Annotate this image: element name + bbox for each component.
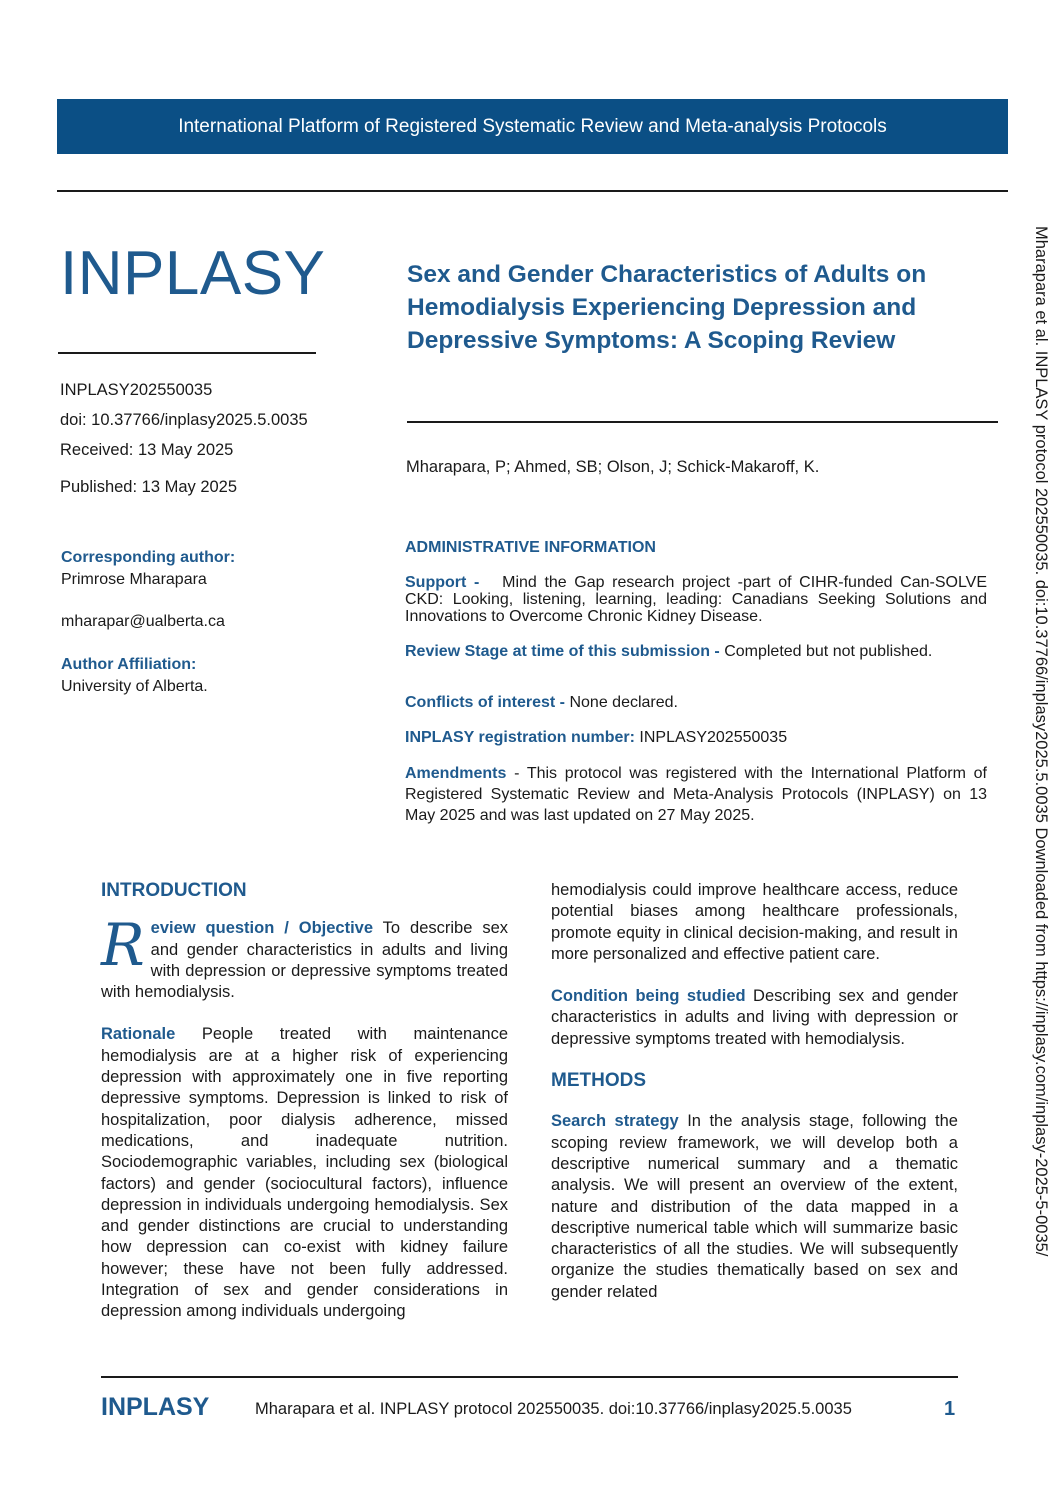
condition-text: Describing sex and gender characteristics in adults and living with depression or depressive symptoms treated with hemodialysis. [551, 987, 958, 1048]
amendments-label: Amendments [405, 765, 507, 782]
rationale-label: Rationale [101, 1025, 176, 1044]
support-label: Support - [405, 574, 480, 591]
search-strategy-label: Search strategy [551, 1112, 679, 1131]
doi-text: doi: 10.37766/inplasy2025.5.0035 [60, 411, 308, 429]
continued-paragraph: hemodialysis could improve healthcare access, reduce potential biases among healthcare professionals, promote equity in clinical decision-making, and result in more personalized and effective patient care. [551, 881, 958, 963]
page-number: 1 [944, 1398, 956, 1420]
top-divider [57, 190, 1008, 192]
published-date: Published: 13 May 2025 [60, 478, 238, 496]
author-list: Mharapara, P; Ahmed, SB; Olson, J; Schick-Makaroff, K. [406, 458, 820, 476]
conflicts-label: Conflicts of interest - [405, 694, 566, 711]
side-citation: Mharapara et al. INPLASY protocol 202550035. doi:10.37766/inplasy2025.5.0035 Downloaded from https://inplasy.com/inplasy-2025-5-0035/ [1032, 226, 1050, 1257]
support-text: Mind the Gap research project -part of CIHR-funded Can-SOLVE CKD: Looking, listening, learning, leading: Canadians Seeking Solutions and Innovations to Overcome Chronic Kidney Disease. [405, 574, 988, 625]
support-section [405, 574, 987, 625]
right-column [551, 880, 958, 1303]
logo-divider [58, 352, 316, 354]
admin-heading: ADMINISTRATIVE INFORMATION [405, 539, 656, 556]
conflicts-text: None declared. [569, 694, 678, 711]
introduction-heading: INTRODUCTION [101, 880, 247, 901]
footer-divider [101, 1376, 958, 1378]
conflicts-section [405, 694, 987, 711]
condition-label: Condition being studied [551, 987, 746, 1006]
title-divider [407, 421, 998, 423]
left-column [101, 880, 508, 1323]
review-question-label: eview question / Objective [150, 919, 374, 938]
affiliation-value: University of Alberta. [61, 678, 208, 695]
banner-text: International Platform of Registered Systematic Review and Meta-analysis Protocols [178, 115, 887, 137]
review-stage-text: Completed but not published. [724, 643, 933, 660]
amendments-section [405, 763, 987, 826]
review-stage-section [405, 643, 987, 660]
review-question-text: To describe sex and gender characteristics in adults and living with depression or depressive symptoms treated with hemodialysis. [101, 919, 508, 1002]
corresponding-label: Corresponding author: [61, 549, 236, 566]
rationale-paragraph [101, 1024, 508, 1322]
registration-section [405, 729, 987, 746]
corresponding-name: Primrose Mharapara [61, 571, 207, 588]
drop-cap: R [101, 911, 145, 980]
search-strategy-paragraph [551, 1111, 958, 1303]
header-banner [57, 99, 1008, 154]
footer-logo: INPLASY [101, 1393, 210, 1421]
review-question-paragraph [101, 911, 508, 1003]
rationale-text: People treated with maintenance hemodialysis are at a higher risk of experiencing depression with approximately one in five reporting depressive symptoms. Depression is linked to risk of hospitalization, poor dialysis adherence, missed medications, and inadequate nutrition. Sociodemographic variables, including sex (biological factors) and gender (sociocultural factors), influence depression in individuals undergoing hemodialysis. Sex and gender distinctions are crucial to understanding how depression can co-exist with kidney failure however; these have not been fully addressed. Integration of sex and gender considerations in depression among individuals undergoing [101, 1025, 508, 1321]
review-stage-label: Review Stage at time of this submission - [405, 643, 720, 660]
corresponding-email[interactable]: mharapar@ualberta.ca [61, 613, 225, 630]
footer-citation: Mharapara et al. INPLASY protocol 202550035. doi:10.37766/inplasy2025.5.0035 [255, 1400, 852, 1418]
registration-id: INPLASY202550035 [60, 381, 213, 399]
page-title: Sex and Gender Characteristics of Adults on Hemodialysis Experiencing Depression and Depressive Symptoms: A Scoping Review [407, 261, 927, 354]
methods-heading: METHODS [551, 1070, 646, 1092]
amendments-text: - This protocol was registered with the International Platform of Registered Systematic Review and Meta-Analysis Protocols (INPLASY) on 13 May 2025 and was last updated on 27 May 2025. [405, 765, 987, 824]
registration-number: INPLASY202550035 [639, 729, 788, 746]
search-strategy-text: In the analysis stage, following the scoping review framework, we will develop both a descriptive numerical summary and a thematic analysis. We will present an overview of the extent, nature and distribution of the data mapped in a descriptive numerical table which will summarize basic characteristics of all the studies. We will subsequently organize the studies thematically based on sex and gender related [551, 1112, 958, 1301]
affiliation-label: Author Affiliation: [61, 656, 197, 673]
registration-label: INPLASY registration number: [405, 729, 635, 746]
inplasy-logo: INPLASY [60, 239, 326, 308]
condition-paragraph [551, 986, 958, 1050]
received-date: Received: 13 May 2025 [60, 441, 234, 459]
